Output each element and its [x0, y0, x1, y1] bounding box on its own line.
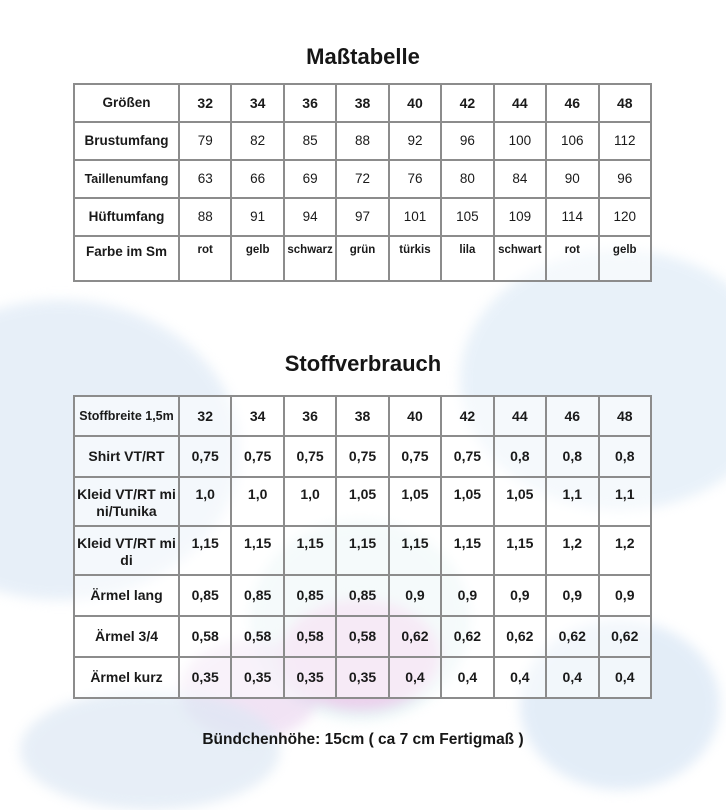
size-cell: 46	[546, 396, 598, 436]
table-row	[74, 526, 651, 575]
table-row	[74, 477, 651, 526]
value-cell: 0,62	[546, 616, 598, 657]
value-cell: 0,35	[284, 657, 336, 698]
row-label: Shirt VT/RT	[74, 436, 179, 477]
size-cell: 36	[284, 396, 336, 436]
size-cell: 44	[494, 396, 546, 436]
row-label: Ärmel lang	[74, 575, 179, 616]
color-cell: gelb	[599, 236, 652, 281]
value-cell: 0,58	[231, 616, 283, 657]
value-cell: 100	[494, 122, 546, 160]
value-cell: 0,8	[494, 436, 546, 477]
value-cell: 1,15	[231, 526, 283, 575]
color-cell: türkis	[389, 236, 441, 281]
value-cell: 82	[231, 122, 283, 160]
size-cell: 42	[441, 84, 493, 122]
value-cell: 80	[441, 160, 493, 198]
value-cell: 0,4	[389, 657, 441, 698]
value-cell: 97	[336, 198, 388, 236]
value-cell: 0,62	[441, 616, 493, 657]
value-cell: 0,35	[179, 657, 231, 698]
value-cell: 0,75	[441, 436, 493, 477]
value-cell: 85	[284, 122, 336, 160]
value-cell: 84	[494, 160, 546, 198]
value-cell: 0,9	[441, 575, 493, 616]
value-cell: 1,15	[284, 526, 336, 575]
row-label: Ärmel kurz	[74, 657, 179, 698]
size-cell: 34	[231, 396, 283, 436]
masstabelle-title: Maßtabelle	[306, 44, 420, 69]
value-cell: 105	[441, 198, 493, 236]
table-row	[74, 396, 651, 436]
value-cell: 1,2	[599, 526, 652, 575]
row-label: Brustumfang	[74, 122, 179, 160]
value-cell: 1,0	[179, 477, 231, 526]
value-cell: 0,9	[599, 575, 652, 616]
value-cell: 0,9	[546, 575, 598, 616]
value-cell: 0,75	[336, 436, 388, 477]
value-cell: 1,05	[494, 477, 546, 526]
value-cell: 0,75	[231, 436, 283, 477]
value-cell: 0,58	[179, 616, 231, 657]
value-cell: 0,9	[389, 575, 441, 616]
value-cell: 0,75	[179, 436, 231, 477]
value-cell: 96	[599, 160, 652, 198]
value-cell: 0,75	[389, 436, 441, 477]
value-cell: 1,15	[179, 526, 231, 575]
color-cell: schwart	[494, 236, 546, 281]
table-row	[74, 122, 651, 160]
size-cell: 38	[336, 84, 388, 122]
value-cell: 63	[179, 160, 231, 198]
value-cell: 0,75	[284, 436, 336, 477]
value-cell: 76	[389, 160, 441, 198]
value-cell: 0,4	[546, 657, 598, 698]
row-label: Farbe im Sm	[74, 236, 179, 281]
size-cell: 32	[179, 84, 231, 122]
value-cell: 0,8	[599, 436, 652, 477]
row-label: Ärmel 3/4	[74, 616, 179, 657]
value-cell: 106	[546, 122, 598, 160]
value-cell: 0,4	[599, 657, 652, 698]
stoffverbrauch-table	[73, 395, 652, 699]
value-cell: 109	[494, 198, 546, 236]
value-cell: 92	[389, 122, 441, 160]
value-cell: 1,2	[546, 526, 598, 575]
size-cell: 40	[389, 396, 441, 436]
value-cell: 1,15	[494, 526, 546, 575]
value-cell: 79	[179, 122, 231, 160]
value-cell: 0,58	[284, 616, 336, 657]
value-cell: 0,4	[441, 657, 493, 698]
value-cell: 88	[336, 122, 388, 160]
value-cell: 0,62	[494, 616, 546, 657]
table-row	[74, 84, 651, 122]
value-cell: 72	[336, 160, 388, 198]
row-label: Taillenumfang	[74, 160, 179, 198]
value-cell: 1,05	[389, 477, 441, 526]
size-cell: 38	[336, 396, 388, 436]
value-cell: 0,85	[284, 575, 336, 616]
value-cell: 1,05	[441, 477, 493, 526]
table-row	[74, 657, 651, 698]
value-cell: 1,1	[546, 477, 598, 526]
table-row	[74, 198, 651, 236]
value-cell: 69	[284, 160, 336, 198]
color-cell: rot	[546, 236, 598, 281]
value-cell: 0,35	[231, 657, 283, 698]
value-cell: 0,85	[179, 575, 231, 616]
size-cell: 48	[599, 84, 652, 122]
value-cell: 1,15	[441, 526, 493, 575]
value-cell: 94	[284, 198, 336, 236]
value-cell: 1,0	[231, 477, 283, 526]
table-row	[74, 616, 651, 657]
table-row	[74, 436, 651, 477]
size-cell: 48	[599, 396, 652, 436]
value-cell: 91	[231, 198, 283, 236]
value-cell: 1,05	[336, 477, 388, 526]
size-cell: 42	[441, 396, 493, 436]
table-row	[74, 160, 651, 198]
table-row	[74, 236, 651, 281]
value-cell: 96	[441, 122, 493, 160]
size-cell: 32	[179, 396, 231, 436]
color-cell: lila	[441, 236, 493, 281]
stoffverbrauch-title: Stoffverbrauch	[284, 351, 442, 376]
value-cell: 1,15	[336, 526, 388, 575]
fabric-width-label: Stoffbreite 1,5m	[74, 396, 179, 436]
value-cell: 0,4	[494, 657, 546, 698]
cuff-height-note: Bündchenhöhe: 15cm ( ca 7 cm Fertigmaß )	[202, 731, 524, 748]
row-label: Kleid VT/RT midi	[74, 526, 179, 575]
color-cell: schwarz	[284, 236, 336, 281]
size-cell: 36	[284, 84, 336, 122]
size-cell: 34	[231, 84, 283, 122]
color-cell: rot	[179, 236, 231, 281]
value-cell: 0,9	[494, 575, 546, 616]
value-cell: 0,58	[336, 616, 388, 657]
row-label: Hüftumfang	[74, 198, 179, 236]
color-cell: gelb	[231, 236, 283, 281]
value-cell: 0,8	[546, 436, 598, 477]
value-cell: 0,85	[231, 575, 283, 616]
size-cell: 44	[494, 84, 546, 122]
value-cell: 120	[599, 198, 652, 236]
color-cell: grün	[336, 236, 388, 281]
value-cell: 0,35	[336, 657, 388, 698]
table-row	[74, 575, 651, 616]
value-cell: 66	[231, 160, 283, 198]
masstabelle-table	[73, 83, 652, 282]
value-cell: 88	[179, 198, 231, 236]
value-cell: 0,62	[599, 616, 652, 657]
value-cell: 90	[546, 160, 598, 198]
value-cell: 1,0	[284, 477, 336, 526]
value-cell: 1,15	[389, 526, 441, 575]
value-cell: 1,1	[599, 477, 652, 526]
size-header-label: Größen	[74, 84, 179, 122]
value-cell: 101	[389, 198, 441, 236]
size-cell: 46	[546, 84, 598, 122]
size-cell: 40	[389, 84, 441, 122]
value-cell: 114	[546, 198, 598, 236]
value-cell: 0,85	[336, 575, 388, 616]
value-cell: 0,62	[389, 616, 441, 657]
value-cell: 112	[599, 122, 652, 160]
row-label: Kleid VT/RT mini/Tunika	[74, 477, 179, 526]
